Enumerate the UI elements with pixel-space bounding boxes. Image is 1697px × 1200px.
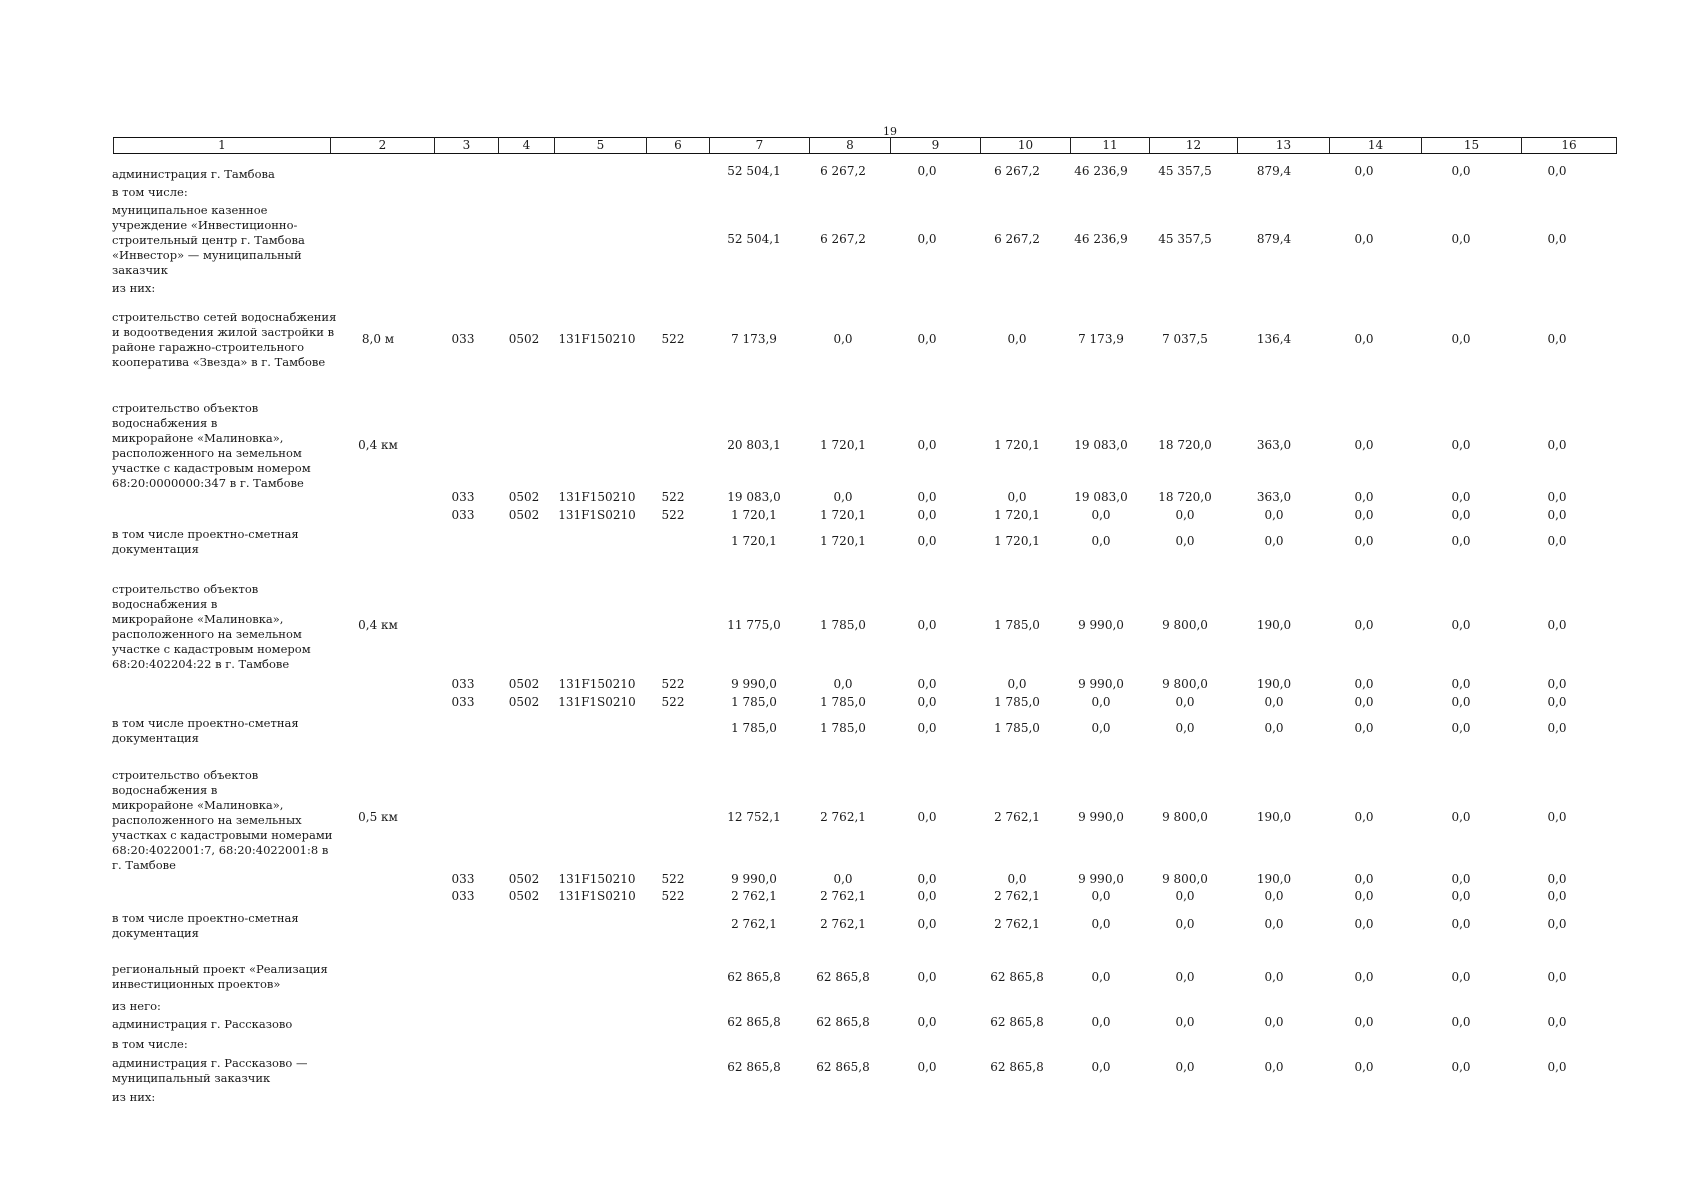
cell-col-12: 45 357,5 [1158, 164, 1212, 178]
cell-col-9: 0,0 [917, 508, 937, 522]
row-label-line: строительство объектов [112, 401, 259, 415]
cell-col-12: 9 800,0 [1162, 677, 1208, 691]
cell-col-11: 7 173,9 [1078, 332, 1124, 346]
cell-col-8: 62 865,8 [816, 1060, 870, 1074]
row-label-line: администрация г. Рассказово — [112, 1056, 308, 1070]
cell-col-9: 0,0 [917, 695, 937, 709]
cell-col-4: 0502 [508, 872, 540, 886]
cell-col-11: 0,0 [1091, 534, 1111, 548]
cell-col-11: 0,0 [1091, 1015, 1111, 1029]
cell-col-13: 0,0 [1264, 1060, 1284, 1074]
cell-col-12: 9 800,0 [1162, 810, 1208, 824]
cell-col-6: 522 [661, 872, 685, 886]
cell-col-14: 0,0 [1354, 438, 1374, 452]
cell-col-8: 1 720,1 [820, 508, 866, 522]
cell-col-11: 0,0 [1091, 721, 1111, 735]
cell-col-11: 0,0 [1091, 917, 1111, 931]
cell-col-7: 1 720,1 [731, 534, 777, 548]
column-header-1: 1 [114, 138, 331, 154]
cell-col-9: 0,0 [917, 1015, 937, 1029]
cell-col-10: 1 785,0 [994, 695, 1040, 709]
cell-col-16: 0,0 [1547, 677, 1567, 691]
cell-col-15: 0,0 [1451, 1060, 1471, 1074]
cell-col-13: 0,0 [1264, 889, 1284, 903]
cell-col-11: 9 990,0 [1078, 810, 1124, 824]
cell-col-12: 45 357,5 [1158, 232, 1212, 246]
cell-col-4: 0502 [508, 677, 540, 691]
cell-col-16: 0,0 [1547, 618, 1567, 632]
cell-col-16: 0,0 [1547, 232, 1567, 246]
cell-col-10: 2 762,1 [994, 889, 1040, 903]
row-label-line: расположенного на земельном [112, 627, 302, 641]
cell-col-10: 1 785,0 [994, 721, 1040, 735]
cell-col-12: 0,0 [1175, 1015, 1195, 1029]
row-label-line: из них: [112, 1090, 156, 1104]
row-label-line: строительный центр г. Тамбова [112, 233, 305, 247]
cell-col-11: 0,0 [1091, 1060, 1111, 1074]
cell-col-7: 11 775,0 [727, 618, 781, 632]
cell-col-9: 0,0 [917, 534, 937, 548]
cell-col-16: 0,0 [1547, 508, 1567, 522]
cell-col-9: 0,0 [917, 232, 937, 246]
cell-col-15: 0,0 [1451, 872, 1471, 886]
cell-col-14: 0,0 [1354, 508, 1374, 522]
cell-col-14: 0,0 [1354, 677, 1374, 691]
row-label-line: участке с кадастровым номером [112, 642, 311, 656]
cell-col-13: 879,4 [1256, 232, 1292, 246]
cell-col-16: 0,0 [1547, 695, 1567, 709]
row-label-line: водоснабжения в [112, 597, 218, 611]
cell-col-11: 19 083,0 [1074, 490, 1128, 504]
cell-col-9: 0,0 [917, 677, 937, 691]
cell-col-12: 18 720,0 [1158, 438, 1212, 452]
cell-col-10: 62 865,8 [990, 970, 1044, 984]
cell-col-15: 0,0 [1451, 508, 1471, 522]
cell-col-13: 0,0 [1264, 917, 1284, 931]
row-label-line: микрорайоне «Малиновка», [112, 798, 284, 812]
cell-col-12: 9 800,0 [1162, 618, 1208, 632]
cell-col-11: 9 990,0 [1078, 677, 1124, 691]
cell-col-10: 1 720,1 [994, 534, 1040, 548]
row-label-line: в том числе: [112, 1037, 188, 1051]
cell-col-16: 0,0 [1547, 438, 1567, 452]
cell-col-9: 0,0 [917, 970, 937, 984]
cell-col-14: 0,0 [1354, 695, 1374, 709]
cell-col-3: 033 [451, 889, 475, 903]
cell-col-5: 131F150210 [558, 332, 636, 346]
cell-col-12: 0,0 [1175, 534, 1195, 548]
cell-col-15: 0,0 [1451, 810, 1471, 824]
cell-col-13: 190,0 [1256, 872, 1292, 886]
cell-col-3: 033 [451, 508, 475, 522]
cell-col-7: 12 752,1 [727, 810, 781, 824]
cell-col-16: 0,0 [1547, 970, 1567, 984]
column-number-header [113, 137, 1617, 154]
cell-col-7: 1 785,0 [731, 695, 777, 709]
cell-col-5: 131F1S0210 [558, 695, 636, 709]
row-label-line: 68:20:4022001:7, 68:20:4022001:8 в [112, 843, 329, 857]
row-label-line: муниципальный заказчик [112, 1071, 271, 1085]
cell-col-4: 0502 [508, 508, 540, 522]
cell-col-5: 131F150210 [558, 490, 636, 504]
cell-col-7: 62 865,8 [727, 970, 781, 984]
cell-col-8: 6 267,2 [820, 164, 866, 178]
cell-col-14: 0,0 [1354, 164, 1374, 178]
cell-col-2: 0,4 км [358, 618, 398, 632]
row-label-line: администрация г. Тамбова [112, 167, 275, 181]
cell-col-9: 0,0 [917, 618, 937, 632]
cell-col-8: 0,0 [833, 490, 853, 504]
cell-col-11: 46 236,9 [1074, 164, 1128, 178]
cell-col-15: 0,0 [1451, 889, 1471, 903]
cell-col-14: 0,0 [1354, 917, 1374, 931]
cell-col-4: 0502 [508, 490, 540, 504]
cell-col-15: 0,0 [1451, 438, 1471, 452]
cell-col-11: 0,0 [1091, 889, 1111, 903]
row-label-line: в том числе проектно-сметная [112, 527, 299, 541]
cell-col-12: 0,0 [1175, 695, 1195, 709]
cell-col-14: 0,0 [1354, 889, 1374, 903]
cell-col-15: 0,0 [1451, 332, 1471, 346]
cell-col-9: 0,0 [917, 917, 937, 931]
column-header-14: 14 [1330, 138, 1422, 154]
cell-col-11: 0,0 [1091, 970, 1111, 984]
cell-col-15: 0,0 [1451, 1015, 1471, 1029]
cell-col-8: 1 785,0 [820, 618, 866, 632]
cell-col-7: 52 504,1 [727, 232, 781, 246]
cell-col-9: 0,0 [917, 1060, 937, 1074]
cell-col-8: 1 785,0 [820, 695, 866, 709]
cell-col-5: 131F150210 [558, 872, 636, 886]
cell-col-8: 2 762,1 [820, 889, 866, 903]
cell-col-14: 0,0 [1354, 490, 1374, 504]
cell-col-3: 033 [451, 677, 475, 691]
cell-col-3: 033 [451, 872, 475, 886]
cell-col-3: 033 [451, 332, 475, 346]
cell-col-10: 6 267,2 [994, 164, 1040, 178]
cell-col-8: 2 762,1 [820, 810, 866, 824]
cell-col-14: 0,0 [1354, 872, 1374, 886]
cell-col-7: 1 720,1 [731, 508, 777, 522]
row-label-line: администрация г. Рассказово [112, 1017, 293, 1031]
cell-col-6: 522 [661, 889, 685, 903]
row-label-line: документация [112, 926, 199, 940]
cell-col-16: 0,0 [1547, 810, 1567, 824]
column-header-15: 15 [1422, 138, 1522, 154]
row-label-line: учреждение «Инвестиционно- [112, 218, 298, 232]
cell-col-5: 131F1S0210 [558, 508, 636, 522]
cell-col-7: 9 990,0 [731, 872, 777, 886]
cell-col-15: 0,0 [1451, 677, 1471, 691]
row-label-line: районе гаражно-строительного [112, 340, 305, 354]
cell-col-8: 2 762,1 [820, 917, 866, 931]
cell-col-13: 363,0 [1256, 490, 1292, 504]
cell-col-11: 46 236,9 [1074, 232, 1128, 246]
cell-col-9: 0,0 [917, 872, 937, 886]
cell-col-16: 0,0 [1547, 490, 1567, 504]
row-label-line: кооператива «Звезда» в г. Тамбове [112, 355, 326, 369]
cell-col-16: 0,0 [1547, 1060, 1567, 1074]
column-header-7: 7 [710, 138, 810, 154]
cell-col-13: 0,0 [1264, 721, 1284, 735]
row-label-line: расположенного на земельном [112, 446, 302, 460]
cell-col-14: 0,0 [1354, 1060, 1374, 1074]
cell-col-8: 62 865,8 [816, 970, 870, 984]
cell-col-9: 0,0 [917, 164, 937, 178]
cell-col-8: 0,0 [833, 872, 853, 886]
cell-col-16: 0,0 [1547, 534, 1567, 548]
cell-col-10: 1 720,1 [994, 508, 1040, 522]
cell-col-15: 0,0 [1451, 721, 1471, 735]
cell-col-7: 2 762,1 [731, 917, 777, 931]
cell-col-10: 62 865,8 [990, 1060, 1044, 1074]
cell-col-14: 0,0 [1354, 970, 1374, 984]
cell-col-12: 18 720,0 [1158, 490, 1212, 504]
cell-col-14: 0,0 [1354, 534, 1374, 548]
cell-col-6: 522 [661, 508, 685, 522]
column-header-6: 6 [647, 138, 710, 154]
cell-col-9: 0,0 [917, 721, 937, 735]
row-label-line: документация [112, 731, 199, 745]
cell-col-12: 0,0 [1175, 1060, 1195, 1074]
row-label-line: строительство объектов [112, 582, 259, 596]
cell-col-6: 522 [661, 695, 685, 709]
cell-col-16: 0,0 [1547, 721, 1567, 735]
row-label-line: в том числе: [112, 185, 188, 199]
cell-col-4: 0502 [508, 695, 540, 709]
row-label-line: в том числе проектно-сметная [112, 716, 299, 730]
cell-col-15: 0,0 [1451, 164, 1471, 178]
column-header-3: 3 [435, 138, 499, 154]
cell-col-14: 0,0 [1354, 810, 1374, 824]
cell-col-4: 0502 [508, 889, 540, 903]
cell-col-11: 19 083,0 [1074, 438, 1128, 452]
cell-col-4: 0502 [508, 332, 540, 346]
cell-col-6: 522 [661, 677, 685, 691]
cell-col-13: 0,0 [1264, 695, 1284, 709]
cell-col-10: 1 720,1 [994, 438, 1040, 452]
row-label-line: г. Тамбове [112, 858, 176, 872]
cell-col-2: 8,0 м [361, 332, 395, 346]
cell-col-15: 0,0 [1451, 970, 1471, 984]
cell-col-10: 0,0 [1007, 490, 1027, 504]
cell-col-7: 20 803,1 [727, 438, 781, 452]
cell-col-16: 0,0 [1547, 332, 1567, 346]
cell-col-7: 7 173,9 [731, 332, 777, 346]
cell-col-13: 0,0 [1264, 534, 1284, 548]
cell-col-9: 0,0 [917, 490, 937, 504]
row-label-line: в том числе проектно-сметная [112, 911, 299, 925]
cell-col-13: 190,0 [1256, 810, 1292, 824]
cell-col-14: 0,0 [1354, 721, 1374, 735]
page-number: 19 [883, 125, 897, 138]
column-header-12: 12 [1150, 138, 1238, 154]
cell-col-7: 52 504,1 [727, 164, 781, 178]
cell-col-16: 0,0 [1547, 872, 1567, 886]
cell-col-10: 0,0 [1007, 872, 1027, 886]
row-label-line: из него: [112, 999, 161, 1013]
row-label-line: и водоотведения жилой застройки в [112, 325, 335, 339]
row-label-line: микрорайоне «Малиновка», [112, 431, 284, 445]
row-label-line: строительство объектов [112, 768, 259, 782]
column-header-5: 5 [555, 138, 647, 154]
cell-col-11: 0,0 [1091, 508, 1111, 522]
cell-col-13: 879,4 [1256, 164, 1292, 178]
cell-col-8: 0,0 [833, 677, 853, 691]
cell-col-7: 2 762,1 [731, 889, 777, 903]
cell-col-15: 0,0 [1451, 695, 1471, 709]
cell-col-9: 0,0 [917, 332, 937, 346]
cell-col-14: 0,0 [1354, 618, 1374, 632]
cell-col-13: 136,4 [1256, 332, 1292, 346]
cell-col-13: 190,0 [1256, 618, 1292, 632]
cell-col-15: 0,0 [1451, 618, 1471, 632]
cell-col-9: 0,0 [917, 810, 937, 824]
cell-col-12: 0,0 [1175, 970, 1195, 984]
cell-col-16: 0,0 [1547, 1015, 1567, 1029]
cell-col-6: 522 [661, 490, 685, 504]
cell-col-14: 0,0 [1354, 332, 1374, 346]
cell-col-15: 0,0 [1451, 534, 1471, 548]
cell-col-11: 0,0 [1091, 695, 1111, 709]
column-header-10: 10 [981, 138, 1071, 154]
cell-col-15: 0,0 [1451, 917, 1471, 931]
cell-col-11: 9 990,0 [1078, 618, 1124, 632]
row-label-line: заказчик [112, 263, 168, 277]
row-label-line: расположенного на земельных [112, 813, 302, 827]
cell-col-10: 2 762,1 [994, 810, 1040, 824]
cell-col-13: 0,0 [1264, 970, 1284, 984]
cell-col-5: 131F150210 [558, 677, 636, 691]
column-header-2: 2 [331, 138, 435, 154]
row-label-line: водоснабжения в [112, 783, 218, 797]
cell-col-10: 6 267,2 [994, 232, 1040, 246]
row-label-line: из них: [112, 281, 156, 295]
cell-col-5: 131F1S0210 [558, 889, 636, 903]
cell-col-13: 363,0 [1256, 438, 1292, 452]
row-label-line: водоснабжения в [112, 416, 218, 430]
cell-col-15: 0,0 [1451, 232, 1471, 246]
cell-col-12: 0,0 [1175, 721, 1195, 735]
cell-col-7: 62 865,8 [727, 1060, 781, 1074]
cell-col-9: 0,0 [917, 889, 937, 903]
cell-col-8: 0,0 [833, 332, 853, 346]
cell-col-8: 1 720,1 [820, 534, 866, 548]
cell-col-7: 19 083,0 [727, 490, 781, 504]
row-label-line: участке с кадастровым номером [112, 461, 311, 475]
cell-col-8: 1 720,1 [820, 438, 866, 452]
cell-col-8: 62 865,8 [816, 1015, 870, 1029]
cell-col-12: 9 800,0 [1162, 872, 1208, 886]
cell-col-9: 0,0 [917, 438, 937, 452]
cell-col-16: 0,0 [1547, 164, 1567, 178]
row-label-line: «Инвестор» — муниципальный [112, 248, 302, 262]
column-header-4: 4 [499, 138, 555, 154]
cell-col-2: 0,5 км [358, 810, 398, 824]
cell-col-15: 0,0 [1451, 490, 1471, 504]
cell-col-13: 0,0 [1264, 1015, 1284, 1029]
column-header-8: 8 [810, 138, 891, 154]
row-label-line: муниципальное казенное [112, 203, 268, 217]
cell-col-6: 522 [661, 332, 685, 346]
cell-col-14: 0,0 [1354, 1015, 1374, 1029]
cell-col-10: 0,0 [1007, 332, 1027, 346]
cell-col-2: 0,4 км [358, 438, 398, 452]
cell-col-8: 1 785,0 [820, 721, 866, 735]
cell-col-12: 0,0 [1175, 508, 1195, 522]
row-label-line: участках с кадастровыми номерами [112, 828, 333, 842]
row-label-line: 68:20:402204:22 в г. Тамбове [112, 657, 290, 671]
row-label-line: региональный проект «Реализация [112, 962, 328, 976]
row-label-line: документация [112, 542, 199, 556]
column-header-11: 11 [1071, 138, 1150, 154]
row-label-line: инвестиционных проектов» [112, 977, 281, 991]
cell-col-10: 62 865,8 [990, 1015, 1044, 1029]
cell-col-12: 0,0 [1175, 917, 1195, 931]
column-header-13: 13 [1238, 138, 1330, 154]
cell-col-10: 0,0 [1007, 677, 1027, 691]
cell-col-11: 9 990,0 [1078, 872, 1124, 886]
row-label-line: строительство сетей водоснабжения [112, 310, 337, 324]
cell-col-7: 1 785,0 [731, 721, 777, 735]
cell-col-10: 2 762,1 [994, 917, 1040, 931]
cell-col-3: 033 [451, 490, 475, 504]
cell-col-13: 0,0 [1264, 508, 1284, 522]
cell-col-12: 7 037,5 [1162, 332, 1208, 346]
row-label-line: микрорайоне «Малиновка», [112, 612, 284, 626]
cell-col-12: 0,0 [1175, 889, 1195, 903]
cell-col-16: 0,0 [1547, 917, 1567, 931]
cell-col-8: 6 267,2 [820, 232, 866, 246]
cell-col-7: 9 990,0 [731, 677, 777, 691]
column-header-9: 9 [891, 138, 981, 154]
cell-col-14: 0,0 [1354, 232, 1374, 246]
cell-col-13: 190,0 [1256, 677, 1292, 691]
cell-col-16: 0,0 [1547, 889, 1567, 903]
cell-col-7: 62 865,8 [727, 1015, 781, 1029]
cell-col-3: 033 [451, 695, 475, 709]
cell-col-10: 1 785,0 [994, 618, 1040, 632]
row-label-line: 68:20:0000000:347 в г. Тамбове [112, 476, 304, 490]
column-header-16: 16 [1522, 138, 1617, 154]
